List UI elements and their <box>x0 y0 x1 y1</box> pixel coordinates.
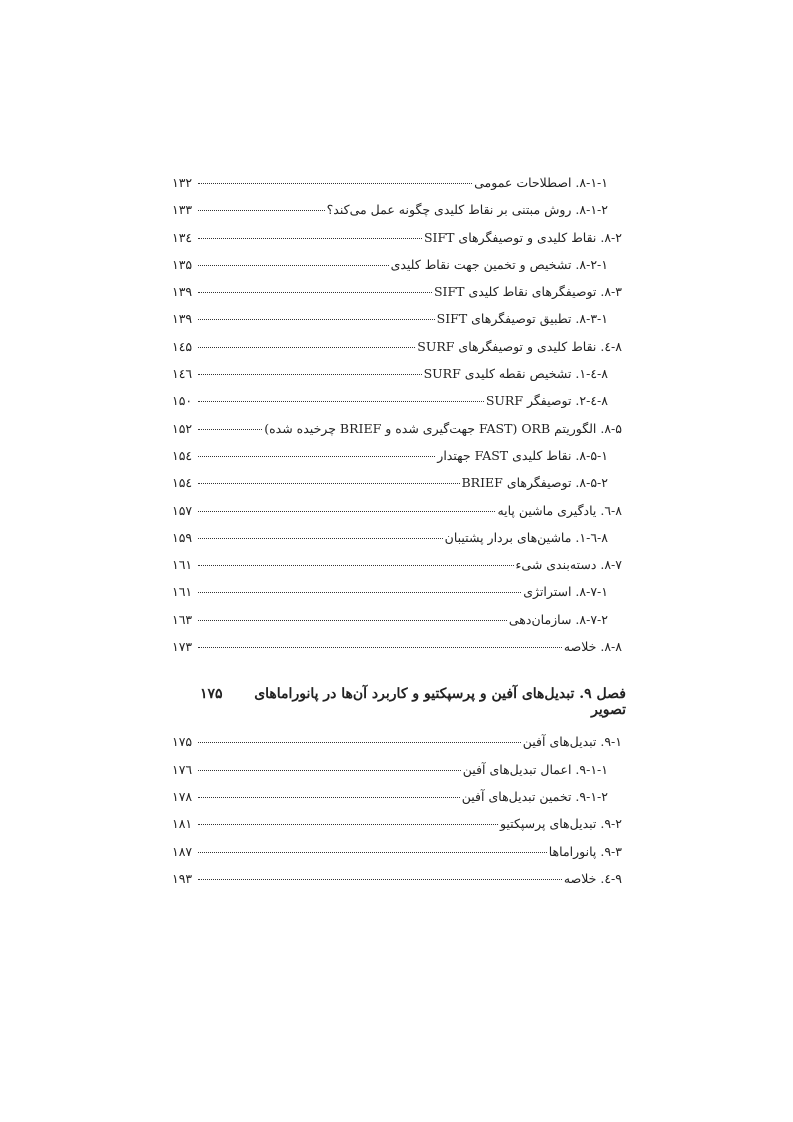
dot-leader <box>198 374 422 375</box>
dot-leader <box>198 592 521 593</box>
toc-entry <box>172 762 622 789</box>
toc-entry <box>172 475 622 502</box>
toc-entry-label: ۸-۲-۱. تشخیص و تخمین جهت نقاط کلیدی <box>390 256 608 272</box>
dot-leader <box>198 879 562 880</box>
toc-entry-page: ۱۵۲ <box>172 420 193 436</box>
toc-entry <box>172 734 622 761</box>
toc-entry <box>172 284 622 311</box>
toc-entry-label: ۸-٤. نقاط کلیدی و توصیفگرهای SURF <box>417 338 622 354</box>
toc-entry-label: ۹-۲. تبدیل‌های پرسپکتیو <box>499 816 622 832</box>
toc-entry-page: ۱۵٤ <box>172 447 193 463</box>
toc-entry <box>172 339 622 366</box>
toc-entry-label: ۸-۷-۲. سازمان‌دهی <box>508 611 608 627</box>
dot-leader <box>198 429 262 430</box>
dot-leader <box>198 319 435 320</box>
chapter-page-number: ۱۷۵ <box>200 686 223 703</box>
toc-entry <box>172 503 622 530</box>
toc-entry-page: ۱۳۹ <box>172 311 193 327</box>
toc-entry-label: ۸-٤-۱. تشخیص نقطه کلیدی SURF <box>423 366 608 382</box>
toc-entry <box>172 871 622 898</box>
dot-leader <box>198 483 460 484</box>
toc-entry <box>172 530 622 557</box>
toc-entry <box>172 257 622 284</box>
toc-entry-page: ۱۳۳ <box>172 202 193 218</box>
chapter-heading <box>172 686 626 719</box>
toc-entry-page: ۱۳۵ <box>172 256 193 272</box>
toc-entry-label: ۸-۸. خلاصه <box>563 639 622 655</box>
toc-entry-label: ۹-۱. تبدیل‌های آفین <box>522 734 622 750</box>
toc-entry-label: ۸-۱-۲. روش مبتنی بر نقاط کلیدی چگونه عمل می‌کند؟ <box>326 202 608 218</box>
toc-section-chapter-9 <box>172 734 622 898</box>
toc-entry-label: ۸-٤-۲. توصیفگر SURF <box>485 393 608 409</box>
toc-entry <box>172 789 622 816</box>
table-of-contents <box>172 175 626 898</box>
dot-leader <box>198 852 547 853</box>
toc-entry-label: ۸-۲. نقاط کلیدی و توصیفگرهای SIFT <box>423 229 622 245</box>
toc-entry-label: ۸-۳. توصیفگرهای نقاط کلیدی SIFT <box>433 284 622 300</box>
toc-entry <box>172 230 622 257</box>
toc-entry <box>172 612 622 639</box>
dot-leader <box>198 797 460 798</box>
dot-leader <box>198 647 562 648</box>
toc-entry <box>172 844 622 871</box>
dot-leader <box>198 210 325 211</box>
toc-entry-page: ۱۵۷ <box>172 502 193 518</box>
dot-leader <box>198 742 521 743</box>
toc-entry <box>172 816 622 843</box>
toc-entry-label: ۸-۷. دسته‌بندی شیء <box>515 557 622 573</box>
toc-entry-label: ۸-۵-۲. توصیفگرهای BRIEF <box>461 475 608 491</box>
toc-entry-page: ۱۷۵ <box>172 734 193 750</box>
toc-entry <box>172 584 622 611</box>
toc-entry-page: ۱۸۷ <box>172 843 193 859</box>
dot-leader <box>198 770 461 771</box>
toc-entry-label: ۸-۵. الگوریتم ORB (FAST جهت‌گیری شده و BRIEF چرخیده شده) <box>264 420 622 436</box>
toc-entry-label: ۹-۱-۲. تخمین تبدیل‌های آفین <box>461 788 608 804</box>
toc-entry-page: ۱۹۳ <box>172 870 193 886</box>
dot-leader <box>198 620 507 621</box>
toc-entry-page: ۱۳٤ <box>172 229 193 245</box>
toc-entry-page: ۱۵٤ <box>172 475 193 491</box>
toc-entry-page: ۱۸۱ <box>172 816 193 832</box>
toc-entry-page: ۱۷۸ <box>172 788 193 804</box>
toc-entry <box>172 202 622 229</box>
toc-entry-page: ۱۳۹ <box>172 284 193 300</box>
toc-entry <box>172 421 622 448</box>
toc-entry-label: ۸-٦. یادگیری ماشین پایه <box>497 502 622 518</box>
toc-entry-label: ۸-۱-۱. اصطلاحات عمومی <box>474 175 608 190</box>
dot-leader <box>198 456 435 457</box>
toc-entry-label: ۹-۳. پانوراماها <box>548 843 622 859</box>
toc-entry-label: ۸-٦-۱. ماشین‌های بردار پشتیبان <box>444 529 608 545</box>
toc-entry-label: ۹-٤. خلاصه <box>563 870 622 886</box>
dot-leader <box>198 824 498 825</box>
toc-entry <box>172 175 622 202</box>
dot-leader <box>198 183 472 184</box>
dot-leader <box>198 565 514 566</box>
toc-entry-page: ۱۵۰ <box>172 393 193 409</box>
toc-section-chapter-8 <box>172 175 622 666</box>
toc-entry-page: ۱۳۲ <box>172 175 193 190</box>
toc-entry-page: ۱٤٦ <box>172 366 193 382</box>
chapter-title: فصل ۹. تبدیل‌های آفین و پرسپکتیو و کاربرد آن‌ها در پانوراماهای تصویر <box>254 686 626 719</box>
toc-entry-page: ۱٦۱ <box>172 557 193 573</box>
toc-entry <box>172 366 622 393</box>
toc-entry <box>172 311 622 338</box>
toc-entry-label: ۸-۷-۱. استراتژی <box>523 584 608 600</box>
toc-entry-label: ۹-۱-۱. اعمال تبدیل‌های آفین <box>462 761 608 777</box>
toc-entry <box>172 557 622 584</box>
toc-entry-page: ۱۵۹ <box>172 529 193 545</box>
toc-entry-label: ۸-۳-۱. تطبیق توصیفگرهای SIFT <box>436 311 608 327</box>
toc-entry-page: ۱٤۵ <box>172 338 193 354</box>
dot-leader <box>198 238 422 239</box>
toc-entry <box>172 393 622 420</box>
toc-entry-page: ۱۷٦ <box>172 761 193 777</box>
toc-entry-page: ۱٦۳ <box>172 611 193 627</box>
dot-leader <box>198 292 432 293</box>
toc-entry-label: ۸-۵-۱. نقاط کلیدی FAST جهتدار <box>437 447 608 463</box>
dot-leader <box>198 511 495 512</box>
dot-leader <box>198 265 389 266</box>
toc-entry-page: ۱٦۱ <box>172 584 193 600</box>
dot-leader <box>198 401 484 402</box>
dot-leader <box>198 347 415 348</box>
dot-leader <box>198 538 443 539</box>
toc-entry <box>172 448 622 475</box>
toc-entry <box>172 639 622 666</box>
toc-entry-page: ۱۷۳ <box>172 639 193 655</box>
